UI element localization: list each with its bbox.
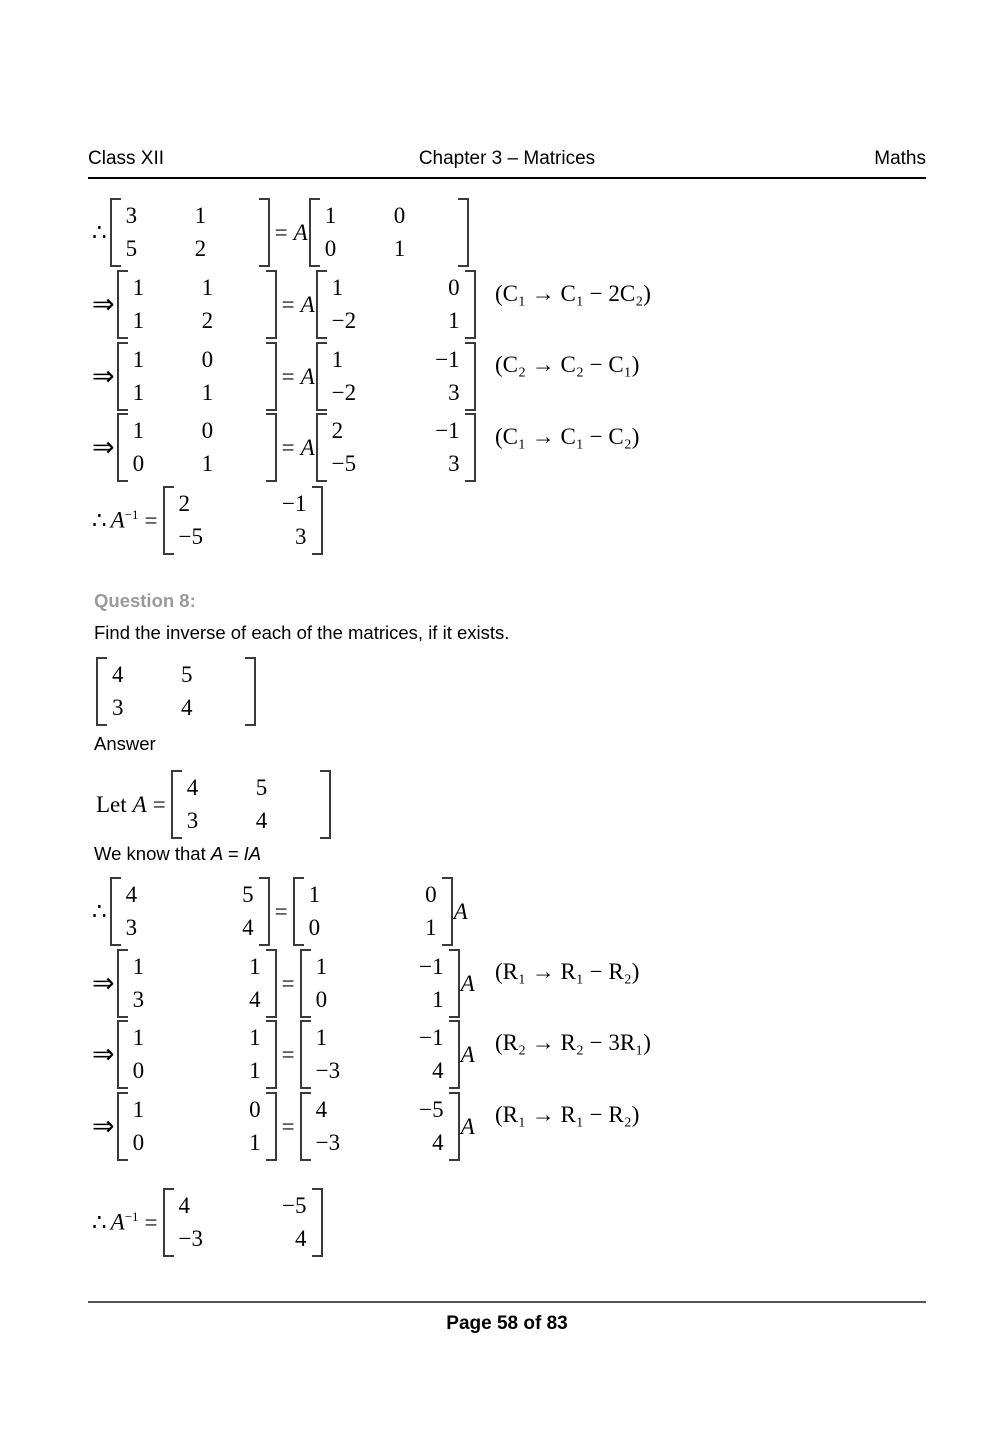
math-line-ans-3 bbox=[92, 1018, 476, 1091]
matrix-factor-a: A bbox=[300, 291, 315, 317]
bracket-right-icon bbox=[266, 1092, 277, 1161]
matrix-cell: 0 bbox=[324, 235, 337, 261]
matrix-cell: −3 bbox=[315, 1129, 341, 1155]
matrix-left-a2 bbox=[117, 947, 277, 1020]
header-subject-label: Maths bbox=[874, 148, 926, 169]
matrix-cell: 1 bbox=[448, 307, 460, 333]
matrix-cell: 4 bbox=[178, 1193, 191, 1218]
therefore-symbol: ∴ bbox=[92, 507, 107, 533]
matrix-factor-a: A bbox=[460, 1041, 475, 1067]
a-inverse-symbol bbox=[111, 507, 139, 534]
question-matrix-block bbox=[96, 655, 256, 728]
matrix-cell: 5 bbox=[181, 662, 193, 687]
matrix-cell: 2 bbox=[331, 418, 344, 443]
matrix-right-a4 bbox=[300, 1090, 460, 1163]
bracket-left-icon bbox=[316, 413, 327, 482]
bracket-left-icon bbox=[300, 1020, 311, 1089]
matrix-cell: 1 bbox=[132, 418, 145, 443]
matrix-left-2 bbox=[117, 268, 277, 341]
equals-sign: = bbox=[281, 434, 295, 460]
matrix-cell: 0 bbox=[425, 882, 437, 907]
therefore-symbol: ∴ bbox=[92, 898, 107, 924]
bracket-left-icon bbox=[117, 270, 128, 339]
matrix-cell: 0 bbox=[201, 347, 214, 372]
matrix-cell: 1 bbox=[132, 954, 145, 979]
matrix-cell: −5 bbox=[282, 1193, 307, 1218]
bracket-left-icon bbox=[293, 877, 304, 946]
equals-sign: = bbox=[281, 1041, 295, 1067]
matrix-cell: 1 bbox=[201, 379, 214, 405]
bracket-right-icon bbox=[465, 413, 476, 482]
bracket-right-icon bbox=[442, 877, 453, 946]
matrix-cell: 1 bbox=[132, 1097, 145, 1122]
matrix-cell: 4 bbox=[432, 1057, 444, 1083]
matrix-cell: 0 bbox=[393, 203, 406, 228]
matrix-cell: 1 bbox=[132, 307, 145, 333]
a-symbol: A bbox=[110, 507, 125, 533]
a-exponent: −1 bbox=[124, 1209, 139, 1225]
matrix-cell: 3 bbox=[448, 379, 460, 405]
matrix-left-a4 bbox=[117, 1090, 277, 1163]
footer-divider bbox=[88, 1301, 926, 1303]
matrix-right-a1 bbox=[293, 875, 453, 948]
implies-arrow-icon: ⇒ bbox=[92, 432, 115, 463]
question-prompt: Find the inverse of each of the matrices, if it exists. bbox=[94, 622, 510, 643]
matrix-cell: 1 bbox=[201, 275, 214, 300]
matrix-cell: −2 bbox=[331, 307, 357, 333]
bracket-left-icon bbox=[110, 198, 121, 267]
bracket-left-icon bbox=[316, 342, 327, 411]
matrix-cell: 2 bbox=[194, 235, 207, 261]
bracket-right-icon bbox=[465, 342, 476, 411]
matrix-result-answer bbox=[163, 1186, 323, 1259]
operation-label-c3: (C₁ → C₁ − C₂) bbox=[495, 424, 640, 449]
matrix-cell: 4 bbox=[255, 807, 268, 833]
bracket-right-icon bbox=[266, 949, 277, 1018]
matrix-cell: 5 bbox=[242, 882, 254, 907]
matrix-cell: 1 bbox=[132, 1025, 145, 1050]
header-class-label: Class XII bbox=[88, 148, 165, 169]
matrix-cell: −5 bbox=[331, 450, 357, 476]
math-line-top-3 bbox=[92, 340, 476, 413]
let-prefix: Let bbox=[96, 791, 127, 817]
matrix-cell: 0 bbox=[308, 914, 321, 940]
matrix-left-4 bbox=[117, 411, 277, 484]
matrix-cell: 4 bbox=[181, 694, 193, 720]
matrix-right-3 bbox=[316, 340, 476, 413]
matrix-factor-a: A bbox=[453, 898, 468, 924]
matrix-cell: 0 bbox=[448, 275, 460, 300]
a-exponent: −1 bbox=[124, 507, 139, 523]
matrix-cell: 4 bbox=[432, 1129, 444, 1155]
matrix-cell: −1 bbox=[435, 347, 460, 372]
equals-sign: = bbox=[281, 1113, 295, 1139]
bracket-left-icon bbox=[309, 198, 320, 267]
we-know-statement bbox=[94, 843, 261, 865]
math-result-answer bbox=[92, 1186, 323, 1259]
bracket-left-icon bbox=[163, 1188, 174, 1257]
matrix-cell: 2 bbox=[178, 491, 191, 516]
question-label: Question 8: bbox=[94, 590, 196, 611]
matrix-cell: 1 bbox=[315, 954, 328, 979]
matrix-cell: 1 bbox=[331, 347, 344, 372]
implies-arrow-icon: ⇒ bbox=[92, 289, 115, 320]
matrix-cell: −1 bbox=[435, 418, 460, 443]
matrix-cell: 3 bbox=[112, 694, 124, 720]
matrix-cell: 1 bbox=[132, 275, 145, 300]
matrix-cell: 1 bbox=[201, 450, 214, 476]
implies-arrow-icon: ⇒ bbox=[92, 968, 115, 999]
matrix-right-1 bbox=[309, 196, 469, 269]
bracket-right-icon bbox=[320, 770, 331, 839]
matrix-factor-a: A bbox=[300, 363, 315, 389]
bracket-right-icon bbox=[465, 270, 476, 339]
matrix-factor-a: A bbox=[293, 219, 308, 245]
bracket-left-icon bbox=[117, 413, 128, 482]
matrix-cell: −1 bbox=[419, 954, 444, 979]
matrix-cell: 3 bbox=[295, 523, 307, 549]
matrix-cell: 3 bbox=[132, 986, 145, 1012]
matrix-cell: 0 bbox=[249, 1097, 261, 1122]
we-know-equation: A = IA bbox=[210, 843, 262, 864]
matrix-cell: 3 bbox=[186, 807, 199, 833]
equals-sign: = bbox=[152, 791, 166, 817]
math-line-top-1 bbox=[92, 196, 469, 269]
matrix-cell: 1 bbox=[132, 379, 145, 405]
bracket-right-icon bbox=[259, 198, 270, 267]
operation-label-r1: (R₁ → R₁ − R₂) bbox=[495, 959, 640, 984]
math-line-top-4 bbox=[92, 411, 476, 484]
we-know-prefix: We know that bbox=[94, 843, 206, 864]
bracket-left-icon bbox=[117, 342, 128, 411]
matrix-let-a bbox=[171, 768, 331, 841]
matrix-factor-a: A bbox=[460, 1113, 475, 1139]
bracket-right-icon bbox=[312, 1188, 323, 1257]
matrix-cell: 0 bbox=[201, 418, 214, 443]
matrix-cell: 1 bbox=[331, 275, 344, 300]
matrix-cell: 2 bbox=[201, 307, 214, 333]
operation-label-r3: (R₁ → R₁ − R₂) bbox=[495, 1102, 640, 1127]
matrix-cell: −5 bbox=[419, 1097, 444, 1122]
equals-sign: = bbox=[144, 1209, 158, 1235]
let-a-equals-block bbox=[96, 768, 331, 841]
matrix-right-a2 bbox=[300, 947, 460, 1020]
matrix-cell: −1 bbox=[419, 1025, 444, 1050]
matrix-cell: 0 bbox=[132, 1057, 145, 1083]
bracket-left-icon bbox=[117, 1020, 128, 1089]
matrix-right-a3 bbox=[300, 1018, 460, 1091]
bracket-left-icon bbox=[300, 1092, 311, 1161]
implies-arrow-icon: ⇒ bbox=[92, 1111, 115, 1142]
let-symbol-a: A bbox=[132, 791, 147, 817]
equals-sign: = bbox=[274, 898, 288, 924]
equals-sign: = bbox=[281, 291, 295, 317]
therefore-symbol: ∴ bbox=[92, 219, 107, 245]
matrix-cell: 3 bbox=[125, 914, 138, 940]
math-result-top bbox=[92, 484, 323, 557]
a-symbol: A bbox=[110, 1209, 125, 1235]
math-line-ans-4 bbox=[92, 1090, 476, 1163]
matrix-cell: 4 bbox=[295, 1225, 307, 1251]
matrix-factor-a: A bbox=[300, 434, 315, 460]
matrix-cell: 4 bbox=[249, 986, 261, 1012]
matrix-question bbox=[96, 655, 256, 728]
a-inverse-symbol bbox=[111, 1209, 139, 1236]
matrix-cell: 4 bbox=[125, 882, 138, 907]
math-line-top-2 bbox=[92, 268, 476, 341]
operation-label-r2: (R₂ → R₂ − 3R₁) bbox=[495, 1030, 651, 1055]
bracket-left-icon bbox=[117, 1092, 128, 1161]
bracket-right-icon bbox=[449, 949, 460, 1018]
matrix-cell: 0 bbox=[132, 450, 145, 476]
matrix-left-a1 bbox=[110, 875, 270, 948]
matrix-cell: 1 bbox=[315, 1025, 328, 1050]
equals-sign: = bbox=[281, 363, 295, 389]
matrix-cell: 1 bbox=[132, 347, 145, 372]
matrix-cell: −3 bbox=[178, 1225, 204, 1251]
matrix-result-top bbox=[163, 484, 323, 557]
equals-sign: = bbox=[274, 219, 288, 245]
bracket-right-icon bbox=[312, 486, 323, 555]
operation-label-c2: (C₂ → C₂ − C₁) bbox=[495, 352, 640, 377]
page-number: Page 58 of 83 bbox=[446, 1313, 568, 1334]
matrix-cell: 4 bbox=[315, 1097, 328, 1122]
matrix-factor-a: A bbox=[460, 970, 475, 996]
bracket-left-icon bbox=[300, 949, 311, 1018]
bracket-left-icon bbox=[316, 270, 327, 339]
matrix-cell: 5 bbox=[255, 775, 268, 800]
page-header bbox=[88, 148, 926, 170]
matrix-cell: 4 bbox=[186, 775, 199, 800]
matrix-cell: 1 bbox=[249, 1129, 261, 1155]
matrix-cell: −1 bbox=[282, 491, 307, 516]
matrix-cell: 3 bbox=[448, 450, 460, 476]
matrix-cell: 0 bbox=[132, 1129, 145, 1155]
header-chapter-title: Chapter 3 – Matrices bbox=[418, 148, 596, 169]
bracket-right-icon bbox=[458, 198, 469, 267]
header-divider bbox=[88, 177, 926, 179]
answer-label: Answer bbox=[94, 733, 156, 754]
matrix-cell: −5 bbox=[178, 523, 204, 549]
matrix-left-3 bbox=[117, 340, 277, 413]
bracket-right-icon bbox=[266, 270, 277, 339]
matrix-cell: 1 bbox=[324, 203, 337, 228]
matrix-cell: 1 bbox=[393, 235, 406, 261]
matrix-cell: 3 bbox=[125, 203, 138, 228]
bracket-left-icon bbox=[117, 949, 128, 1018]
bracket-right-icon bbox=[449, 1020, 460, 1089]
matrix-cell: −3 bbox=[315, 1057, 341, 1083]
matrix-cell: 4 bbox=[112, 662, 124, 687]
matrix-cell: 1 bbox=[432, 986, 444, 1012]
matrix-right-4 bbox=[316, 411, 476, 484]
bracket-left-icon bbox=[171, 770, 182, 839]
bracket-right-icon bbox=[449, 1092, 460, 1161]
implies-arrow-icon: ⇒ bbox=[92, 1039, 115, 1070]
bracket-left-icon bbox=[96, 657, 107, 726]
bracket-right-icon bbox=[245, 657, 256, 726]
bracket-right-icon bbox=[266, 413, 277, 482]
matrix-cell: 1 bbox=[249, 954, 261, 979]
equals-sign: = bbox=[144, 507, 158, 533]
equals-sign: = bbox=[281, 970, 295, 996]
bracket-right-icon bbox=[266, 342, 277, 411]
operation-label-c1: (C₁ → C₁ − 2C₂) bbox=[495, 281, 651, 306]
matrix-cell: 1 bbox=[249, 1057, 261, 1083]
bracket-left-icon bbox=[163, 486, 174, 555]
matrix-cell: 1 bbox=[249, 1025, 261, 1050]
math-line-ans-1 bbox=[92, 875, 469, 948]
matrix-cell: 0 bbox=[315, 986, 328, 1012]
implies-arrow-icon: ⇒ bbox=[92, 361, 115, 392]
matrix-cell: 1 bbox=[308, 882, 321, 907]
bracket-right-icon bbox=[259, 877, 270, 946]
matrix-cell: 1 bbox=[425, 914, 437, 940]
matrix-cell: 1 bbox=[194, 203, 207, 228]
matrix-cell: −2 bbox=[331, 379, 357, 405]
therefore-symbol: ∴ bbox=[92, 1209, 107, 1235]
bracket-left-icon bbox=[110, 877, 121, 946]
matrix-left-1 bbox=[110, 196, 270, 269]
bracket-right-icon bbox=[266, 1020, 277, 1089]
matrix-cell: 5 bbox=[125, 235, 138, 261]
matrix-cell: 4 bbox=[242, 914, 254, 940]
matrix-right-2 bbox=[316, 268, 476, 341]
math-line-ans-2 bbox=[92, 947, 476, 1020]
matrix-left-a3 bbox=[117, 1018, 277, 1091]
